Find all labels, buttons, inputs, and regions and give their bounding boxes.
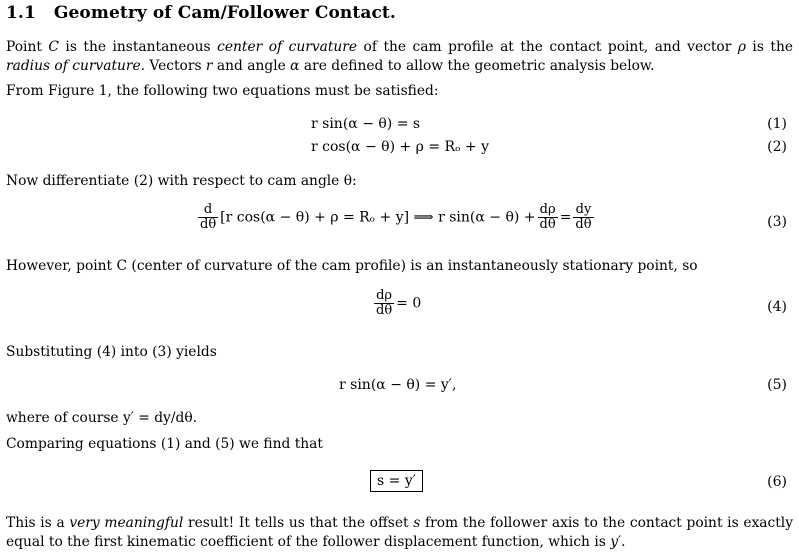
equation-number-1: (1)	[767, 116, 787, 132]
paragraph-conclusion: This is a very meaningful result! It tells us that the offset s from the follower axis to the contact point is exactly equal to the first kinematic coefficient of the follower displacement function, which is y′.	[6, 515, 793, 550]
paragraph-where: where of course y′ = dy/dθ.	[6, 410, 198, 426]
fraction-d-dtheta: $\frac{d}{d\theta}$	[200, 202, 217, 232]
fraction-dy-dtheta: $\frac{dy}{d\theta}$	[575, 202, 592, 232]
equation-2: r cos(α − θ) + ρ = Rₒ + y	[311, 139, 490, 155]
boxed-equation-6: s = y′	[370, 470, 423, 492]
fraction-drho-dtheta-zero: $\frac{d\rho}{d\theta}$	[376, 288, 393, 318]
paragraph-substituting: Substituting (4) into (3) yields	[6, 344, 217, 360]
section-number: 1.1	[6, 3, 36, 23]
paragraph-intro: Point C is the instantaneous center of curvature of the cam profile at the contact point, and vector ρ is the radius of curvature. Vectors r and angle α are defined to allow the geometric analysis below.	[6, 39, 794, 74]
equation-number-3: (3)	[767, 214, 787, 230]
fraction-drho-dtheta: $\frac{d\rho}{d\theta}$	[539, 202, 556, 232]
equation-number-5: (5)	[767, 377, 787, 393]
section-title: Geometry of Cam/Follower Contact.	[53, 3, 396, 23]
equation-number-4: (4)	[767, 299, 787, 315]
paragraph-comparing: Comparing equations (1) and (5) we find that	[6, 436, 323, 452]
equation-4: $\frac{d\rho}{d\theta}$ = 0	[376, 288, 422, 318]
equation-number-6: (6)	[767, 474, 787, 490]
section-heading	[6, 3, 396, 23]
paragraph-stationary: However, point C (center of curvature of the cam profile) is an instantaneously stationary point, so	[6, 258, 698, 274]
equation-number-2: (2)	[767, 139, 787, 155]
equation-3: $\frac{d}{d\theta}$ [r cos(α − θ) + ρ = Rₒ + y] ⟹ r sin(α − θ) + $\frac{d\rho}{d\theta}$ = $\frac{dy}{d\theta}$	[200, 202, 592, 232]
paragraph-from-figure: From Figure 1, the following two equations must be satisfied:	[6, 83, 439, 99]
equation-5: r sin(α − θ) = y′,	[339, 377, 457, 393]
paragraph-differentiate: Now differentiate (2) with respect to cam angle θ:	[6, 173, 357, 189]
equation-1: r sin(α − θ) = s	[311, 116, 421, 132]
